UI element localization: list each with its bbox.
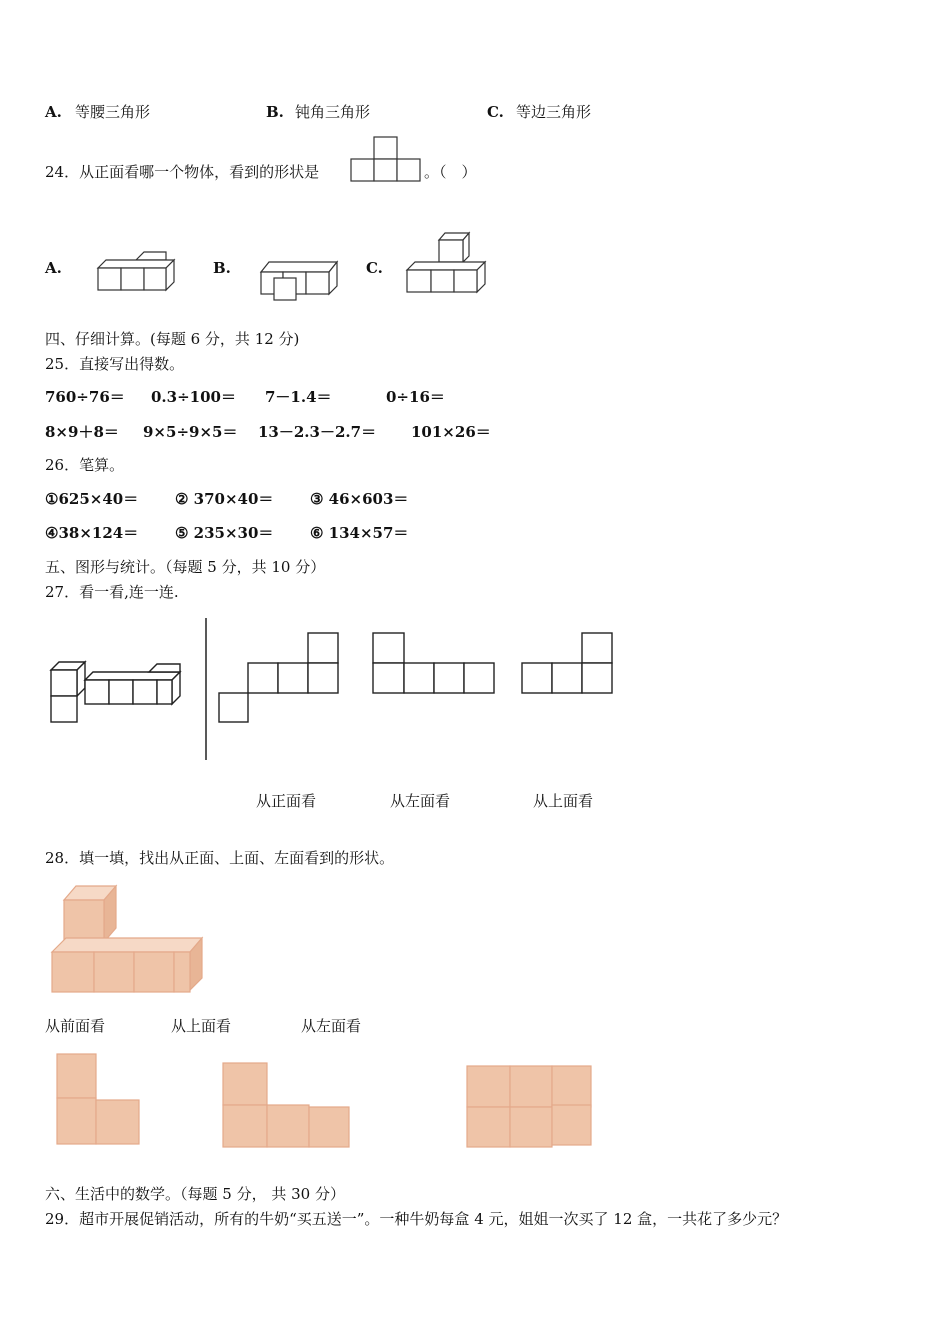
q27-title: 27．看一看,连一连. <box>45 583 179 601</box>
q23-option-a-key: A. <box>45 103 62 121</box>
q24-stem-end: 。（ ） <box>424 163 477 181</box>
q24-option-a: A. <box>45 259 62 277</box>
section4-heading: 四、仔细计算。(每题 6 分，共 12 分) <box>45 330 300 348</box>
q27-view-shape-1 <box>218 632 340 724</box>
q25-item: 13－2.3－2.7＝ <box>258 423 377 441</box>
q28-view-shape-3 <box>466 1065 594 1149</box>
q28-label-top: 从上面看 <box>171 1017 232 1035</box>
q25-item: 101×26＝ <box>411 423 491 441</box>
q25-item: 760÷76＝ <box>45 388 125 406</box>
q24-option-c-figure <box>405 230 489 296</box>
q26-item: ④38×124＝ <box>45 524 139 542</box>
q26-item: ①625×40＝ <box>45 490 139 508</box>
q27-label-top: 从上面看 <box>533 792 594 810</box>
q24-option-c: C. <box>366 259 383 277</box>
q25-item: 9×5÷9×5＝ <box>143 423 238 441</box>
q28-view-shape-1 <box>56 1053 142 1147</box>
q26-item: ③ 46×603＝ <box>310 490 409 508</box>
q27-divider <box>204 618 208 762</box>
q28-view-shape-2 <box>222 1062 352 1150</box>
q27-solid-figure <box>50 660 184 726</box>
section5-heading: 五、图形与统计。（每题 5 分，共 10 分） <box>45 558 326 576</box>
q23-option-b-key: B. <box>266 103 284 121</box>
q25-item: 7－1.4＝ <box>265 388 332 406</box>
q24-option-b: B. <box>213 259 231 277</box>
q27-label-front: 从正面看 <box>256 792 317 810</box>
q23-option-c-text: 等边三角形 <box>516 103 592 121</box>
q28-title: 28．填一填，找出从正面、上面、左面看到的形状。 <box>45 849 395 867</box>
q27-label-left: 从左面看 <box>390 792 451 810</box>
q24-stem: 24．从正面看哪一个物体，看到的形状是 <box>45 163 320 181</box>
q25-item: 8×9＋8＝ <box>45 423 119 441</box>
q28-label-left: 从左面看 <box>301 1017 362 1035</box>
q23-option-a-text: 等腰三角形 <box>75 103 151 121</box>
q26-item: ⑥ 134×57＝ <box>310 524 409 542</box>
q25-item: 0.3÷100＝ <box>151 388 236 406</box>
q26-item: ⑤ 235×30＝ <box>175 524 274 542</box>
q25-title: 25．直接写出得数。 <box>45 355 185 373</box>
q26-title: 26．笔算。 <box>45 456 125 474</box>
q25-item: 0÷16＝ <box>386 388 445 406</box>
q26-item: ② 370×40＝ <box>175 490 274 508</box>
q27-view-shape-3 <box>521 632 615 694</box>
q24-option-b-figure <box>257 258 341 304</box>
q23-option-c-key: C. <box>487 103 504 121</box>
q28-solid-figure <box>50 884 206 996</box>
q24-option-a-figure <box>96 248 176 294</box>
section6-heading: 六、生活中的数学。（每题 5 分， 共 30 分） <box>45 1185 345 1203</box>
q23-option-b-text: 钝角三角形 <box>295 103 371 121</box>
q29-text: 29．超市开展促销活动，所有的牛奶“买五送一”。一种牛奶每盒 4 元，姐姐一次买了 12 盒，一共花了多少元？ <box>45 1210 788 1228</box>
q24-target-shape <box>350 136 422 184</box>
q27-view-shape-2 <box>372 632 496 694</box>
q28-label-front: 从前面看 <box>45 1017 106 1035</box>
